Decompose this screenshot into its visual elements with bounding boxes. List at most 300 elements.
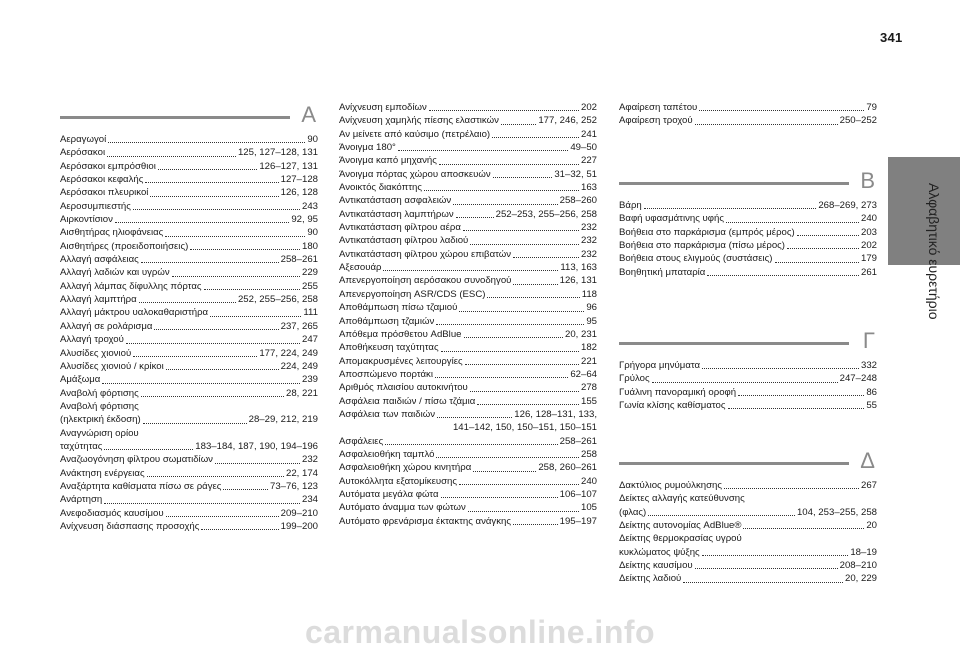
entry-pages: 18–19 <box>850 546 877 558</box>
dot-leader <box>775 262 859 263</box>
dot-leader <box>172 276 300 277</box>
index-entry <box>60 373 318 386</box>
entry-pages: 252, 255–256, 258 <box>237 294 318 306</box>
entry-term: Αλλαγή λάμπας δίφυλλης πόρτας <box>60 280 202 292</box>
entry-pages: 232 <box>580 222 597 234</box>
dot-leader <box>453 204 557 205</box>
index-entry <box>60 160 318 173</box>
entry-pages: 247–248 <box>839 373 877 385</box>
index-entry <box>619 559 877 572</box>
entry-pages: 86 <box>866 386 877 398</box>
entry-term: Δείκτης θερμοκρασίας υγρού <box>619 533 742 545</box>
entry-term: Απομακρυσμένες λειτουργίες <box>339 355 463 367</box>
dot-leader <box>166 369 279 370</box>
dot-leader <box>223 489 268 490</box>
index-entry <box>60 493 318 506</box>
entry-term: Ανίχνευση χαμηλής πίεσης ελαστικών <box>339 115 499 127</box>
index-entry <box>60 413 318 426</box>
index-entry <box>60 347 318 360</box>
index-entry <box>339 194 597 207</box>
entry-term: Αερόσακοι κεφαλής <box>60 174 144 186</box>
entry-term: Δείκτες αλλαγής κατεύθυνσης <box>619 493 745 505</box>
entry-term: Ανεφοδιασμός καυσίμου <box>60 507 164 519</box>
index-entry <box>60 146 318 159</box>
entry-pages: 104, 253–255, 258 <box>796 506 877 518</box>
dot-leader <box>743 528 864 529</box>
entry-pages: 182 <box>580 342 597 354</box>
index-entry <box>60 293 318 306</box>
dot-leader <box>492 137 579 138</box>
entry-term: Γωνία κλίσης καθίσματος <box>619 400 726 412</box>
dot-leader <box>126 343 300 344</box>
index-entry <box>60 266 318 279</box>
entry-term: Δακτύλιος ρυμούλκησης <box>619 480 722 491</box>
entry-term: Αναβολή φόρτισης <box>60 387 139 399</box>
index-entry <box>339 475 597 488</box>
index-entry <box>60 213 318 226</box>
index-entry <box>339 101 597 114</box>
index-entry <box>339 301 597 314</box>
entry-term: Αυτόματο άναμμα των φώτων <box>339 502 466 514</box>
dot-leader <box>139 302 236 303</box>
dot-leader <box>166 516 279 517</box>
index-entry <box>619 266 877 279</box>
dot-leader <box>702 368 859 369</box>
entry-pages: 126–127, 131 <box>259 160 318 172</box>
dot-leader <box>683 582 843 583</box>
entry-term: Βοήθεια στο παρκάρισμα (πίσω μέρος) <box>619 240 786 252</box>
dot-leader <box>424 190 579 191</box>
index-entry <box>619 372 877 385</box>
index-entry <box>619 386 877 399</box>
entry-term: Αεροσυμπιεστής <box>60 200 131 212</box>
index-entry <box>619 114 877 127</box>
entry-pages: 106–107 <box>559 488 597 500</box>
entry-pages: 250–252 <box>839 115 877 127</box>
dot-leader <box>513 257 579 258</box>
dot-leader <box>501 124 536 125</box>
dot-leader <box>158 169 257 170</box>
entry-pages: 209–210 <box>280 507 318 519</box>
entry-term: Αποθάμπωση πίσω τζαμιού <box>339 302 458 314</box>
index-entry <box>339 488 597 501</box>
index-entry <box>60 400 318 413</box>
section-letter: Δ <box>860 448 875 473</box>
entry-term: Αυτοκόλλητα εξατομίκευσης <box>339 475 457 487</box>
section-rule <box>619 342 849 345</box>
entry-pages: 239 <box>301 374 318 386</box>
entry-pages: 202 <box>860 240 877 252</box>
entry-term: Αντικατάσταση φίλτρου λαδιού <box>339 235 469 247</box>
index-entry <box>60 333 318 346</box>
watermark: carmanualsonline.info <box>304 614 656 650</box>
entry-term: Αισθητήρες (προειδοποιήσεις) <box>60 240 189 252</box>
entry-term: Ανίχνευση εμποδίων <box>339 102 427 113</box>
dot-leader <box>108 142 305 143</box>
entry-term: Αντικατάσταση φίλτρου αέρα <box>339 222 461 234</box>
index-entry <box>619 199 877 212</box>
entry-term: Βαφή υφασμάτινης υφής <box>619 213 724 225</box>
index-entry <box>60 440 318 453</box>
entry-pages: 332 <box>860 360 877 371</box>
dot-leader <box>429 110 579 111</box>
entry-term: Άνοιγμα 180° <box>339 142 396 154</box>
entry-pages: 247 <box>301 334 318 346</box>
dot-leader <box>459 311 584 312</box>
dot-leader <box>456 217 494 218</box>
entry-term: Δείκτης λαδιού <box>619 573 682 585</box>
index-section <box>619 101 877 128</box>
entry-term: Αποσπώμενο πορτάκι <box>339 368 433 380</box>
entry-pages: 113, 163 <box>560 262 597 274</box>
index-entry <box>619 506 877 519</box>
index-entry <box>339 341 597 354</box>
entry-term: Αναξάρτητα καθίσματα πίσω σε ράγες <box>60 480 222 492</box>
entry-term: Ασφάλεια των παιδιών <box>339 408 436 420</box>
dot-leader <box>465 364 579 365</box>
index-entry <box>339 221 597 234</box>
index-section <box>619 447 877 586</box>
index-entry <box>60 320 318 333</box>
entry-pages: 183–184, 187, 190, 194–196 <box>195 440 318 452</box>
dot-leader <box>104 449 193 450</box>
entry-pages: 126, 128 <box>280 187 318 199</box>
index-entry <box>619 519 877 532</box>
entry-term: Αερόσακοι πλευρικοί <box>60 187 149 199</box>
dot-leader <box>724 488 859 489</box>
entry-term: (ηλεκτρική έκδοση) <box>60 414 141 426</box>
entry-pages: 20 <box>866 520 877 532</box>
entry-pages: 62–64 <box>570 368 597 380</box>
entry-pages: 202 <box>580 102 597 113</box>
entry-term: Αισθητήρας ηλιοφάνειας <box>60 227 164 239</box>
dot-leader <box>398 150 568 151</box>
entry-term: Βοήθεια στο παρκάρισμα (εμπρός μέρος) <box>619 226 795 238</box>
dot-leader <box>738 395 864 396</box>
index-entry <box>619 212 877 225</box>
dot-leader <box>190 249 300 250</box>
index-entry <box>339 395 597 408</box>
page-number: 341 <box>880 30 903 45</box>
index-entry <box>619 252 877 265</box>
index-entry <box>60 520 318 533</box>
entry-pages: 141–142, 150, 150–151, 150–151 <box>452 422 597 434</box>
index-entry <box>619 239 877 252</box>
index-entry <box>60 133 318 146</box>
entry-pages: 232 <box>301 454 318 466</box>
entry-term: Αερόσακοι εμπρόσθιοι <box>60 160 156 172</box>
entry-term: Ασφαλειοθήκη χώρου κινητήρα <box>339 462 472 474</box>
index-entry <box>619 532 877 545</box>
dot-leader <box>141 396 284 397</box>
entry-pages: 227 <box>580 155 597 167</box>
dot-leader <box>470 244 579 245</box>
entry-pages: 105 <box>580 502 597 514</box>
dot-leader <box>468 511 579 512</box>
entry-pages: 20, 231 <box>564 328 597 340</box>
entry-term: Ανοικτός διακόπτης <box>339 182 422 194</box>
index-entry <box>60 240 318 253</box>
index-entry <box>60 280 318 293</box>
entry-term: Αμάξωμα <box>60 374 101 386</box>
entry-pages: 126, 128–131, 133, <box>514 408 597 420</box>
entry-pages: 180 <box>301 240 318 252</box>
dot-leader <box>441 351 579 352</box>
dot-leader <box>436 324 584 325</box>
index-entry <box>339 234 597 247</box>
entry-term: Αεραγωγοί <box>60 134 107 145</box>
index-entry <box>339 421 597 434</box>
entry-pages: 241 <box>580 128 597 140</box>
dot-leader <box>133 356 257 357</box>
entry-term: κυκλώματος ψύξης <box>619 546 700 558</box>
entry-term: Αντικατάσταση ασφαλειών <box>339 195 452 207</box>
entry-pages: 126, 131 <box>559 275 597 287</box>
index-entry <box>339 261 597 274</box>
entry-term: Αερόσακοι <box>60 147 106 159</box>
index-entry <box>60 507 318 520</box>
dot-leader <box>150 196 278 197</box>
index-section <box>339 101 597 528</box>
index-section <box>60 101 318 533</box>
entry-term: Ανίχνευση διάσπασης προσοχής <box>60 520 200 532</box>
index-entry <box>60 387 318 400</box>
dot-leader <box>104 503 300 504</box>
entry-term: Αφαίρεση τροχού <box>619 115 693 127</box>
dot-leader <box>147 476 284 477</box>
index-entry <box>339 114 597 127</box>
entry-pages: 232 <box>580 248 597 260</box>
index-entry <box>60 226 318 239</box>
dot-leader <box>797 235 859 236</box>
entry-term: Ανάρτηση <box>60 494 103 506</box>
index-section <box>619 327 877 412</box>
dot-leader <box>436 457 579 458</box>
dot-leader <box>141 262 279 263</box>
index-entry <box>339 274 597 287</box>
dot-leader <box>493 177 553 178</box>
index-entry <box>339 128 597 141</box>
dot-leader <box>695 124 838 125</box>
index-entry <box>339 154 597 167</box>
dot-leader <box>459 484 579 485</box>
entry-term: Άνοιγμα πόρτας χώρου αποσκευών <box>339 168 491 180</box>
dot-leader <box>439 164 579 165</box>
entry-term: Αλλαγή σε ρολάρισμα <box>60 320 153 332</box>
index-entry <box>339 141 597 154</box>
section-header <box>619 167 877 195</box>
index-entry <box>619 226 877 239</box>
entry-term: Γυάλινη πανοραμική οροφή <box>619 386 737 398</box>
section-rule <box>60 116 290 119</box>
entry-term: Απενεργοποίηση ASR/CDS (ESC) <box>339 288 486 300</box>
entry-pages: 31–32, 51 <box>554 168 597 180</box>
index-entry <box>339 181 597 194</box>
entry-pages: 268–269, 273 <box>818 200 877 211</box>
index-entry <box>60 467 318 480</box>
dot-leader <box>145 182 278 183</box>
dot-leader <box>477 404 579 405</box>
entry-term: Αναγνώριση ορίου <box>60 427 139 439</box>
entry-term: Αξεσουάρ <box>339 262 382 274</box>
index-entry <box>619 101 877 114</box>
entry-term: Απενεργοποίηση αερόσακου συνοδηγού <box>339 275 512 287</box>
index-entry <box>619 492 877 505</box>
index-entry <box>339 288 597 301</box>
entry-pages: 55 <box>866 400 877 412</box>
dot-leader <box>441 497 558 498</box>
entry-pages: 258 <box>580 448 597 460</box>
entry-pages: 155 <box>580 395 597 407</box>
section-header <box>619 327 877 355</box>
entry-pages: 278 <box>580 382 597 394</box>
entry-term: Αναζωογόνηση φίλτρου σωματιδίων <box>60 454 213 466</box>
entry-term: Βοήθεια στους ελιγμούς (συστάσεις) <box>619 253 773 265</box>
index-entry <box>339 208 597 221</box>
index-entry <box>339 168 597 181</box>
index-entry <box>60 453 318 466</box>
entry-term: Αριθμός πλαισίου αυτοκινήτου <box>339 382 468 394</box>
index-entry <box>339 408 597 421</box>
section-letter: B <box>860 168 875 193</box>
dot-leader <box>385 444 557 445</box>
entry-term: Δείκτης καυσίμου <box>619 560 693 572</box>
index-entry <box>619 359 877 372</box>
dot-leader <box>102 383 300 384</box>
entry-pages: 90 <box>307 227 318 239</box>
entry-term: Αντικατάσταση λαμπτήρων <box>339 208 454 220</box>
side-tab-label: Αλφαβητικό ευρετήριο <box>926 183 942 320</box>
entry-pages: 240 <box>860 213 877 225</box>
entry-pages: 28, 221 <box>285 387 318 399</box>
entry-pages: 255 <box>301 280 318 292</box>
entry-pages: 22, 174 <box>285 467 318 479</box>
entry-pages: 96 <box>586 302 597 314</box>
entry-pages: 258–260 <box>559 195 597 207</box>
dot-leader <box>728 408 865 409</box>
entry-term: Αιρκοντίσιον <box>60 214 113 226</box>
entry-term: Ασφάλειες <box>339 435 384 447</box>
index-entry <box>60 480 318 493</box>
index-entry <box>339 315 597 328</box>
entry-term: Αλλαγή ασφάλειας <box>60 254 139 266</box>
entry-pages: 92, 95 <box>291 214 318 226</box>
section-letter: Γ <box>862 328 875 353</box>
dot-leader <box>513 524 558 525</box>
index-entry <box>60 186 318 199</box>
entry-term: Ασφάλεια παιδιών / πίσω τζάμια <box>339 395 476 407</box>
entry-term: Βοηθητική μπαταρία <box>619 266 706 278</box>
index-entry <box>60 427 318 440</box>
entry-term: Γρήγορα μηνύματα <box>619 360 701 371</box>
entry-term: Αν μείνετε από καύσιμο (πετρέλαιο) <box>339 128 491 140</box>
index-entry <box>619 546 877 559</box>
index-entry <box>60 360 318 373</box>
dot-leader <box>487 297 579 298</box>
dot-leader <box>201 529 278 530</box>
entry-pages: 261 <box>860 266 877 278</box>
entry-pages: 177, 246, 252 <box>538 115 597 127</box>
entry-term: Αποθήκευση ταχύτητας <box>339 342 439 354</box>
dot-leader <box>513 284 557 285</box>
entry-pages: 49–50 <box>570 142 597 154</box>
index-entry <box>619 572 877 585</box>
entry-term: Βάρη <box>619 200 642 211</box>
entry-term: Αποθάμπωση τζαμιών <box>339 315 435 327</box>
dot-leader <box>464 337 563 338</box>
dot-leader <box>133 209 300 210</box>
dot-leader <box>215 463 300 464</box>
entry-pages: 73–76, 123 <box>269 480 318 492</box>
entry-term: Αντικατάσταση φίλτρου χώρου επιβατών <box>339 248 512 260</box>
entry-term: Αυτόματα μεγάλα φώτα <box>339 488 439 500</box>
entry-term: Αφαίρεση ταπέτου <box>619 102 698 113</box>
entry-pages: 163 <box>580 182 597 194</box>
dot-leader <box>702 555 849 556</box>
dot-leader <box>699 110 864 111</box>
index-entry <box>339 328 597 341</box>
section-rule <box>619 182 849 185</box>
section-letter: A <box>301 102 316 127</box>
entry-pages: 199–200 <box>280 520 318 532</box>
dot-leader <box>707 275 859 276</box>
entry-term: ταχύτητας <box>60 440 103 452</box>
index-entry <box>619 479 877 492</box>
entry-pages: 179 <box>860 253 877 265</box>
entry-pages: 258–261 <box>280 254 318 266</box>
entry-term: Αναβολή φόρτισης <box>60 400 139 412</box>
entry-pages: 234 <box>301 494 318 506</box>
entry-pages: 118 <box>581 288 597 300</box>
entry-pages: 95 <box>586 315 597 327</box>
entry-pages: 232 <box>580 235 597 247</box>
entry-pages: 127–128 <box>280 174 318 186</box>
index-entry <box>339 355 597 368</box>
entry-pages: 203 <box>860 226 877 238</box>
entry-term: Αυτόματο φρενάρισμα έκτακτης ανάγκης <box>339 515 511 527</box>
index-entry <box>339 248 597 261</box>
entry-term: Αλυσίδες χιονιού / κρίκοι <box>60 360 164 372</box>
index-entry <box>339 515 597 528</box>
entry-pages: 240 <box>580 475 597 487</box>
section-rule <box>619 462 849 465</box>
dot-leader <box>435 377 568 378</box>
entry-term: Γρύλος <box>619 373 650 385</box>
entry-pages: 20, 229 <box>844 573 877 585</box>
dot-leader <box>115 222 289 223</box>
index-entry <box>339 435 597 448</box>
entry-pages: 224, 249 <box>280 360 318 372</box>
entry-pages: 111 <box>303 307 318 319</box>
entry-pages: 79 <box>866 102 877 113</box>
index-entry <box>60 306 318 319</box>
entry-term: Αλλαγή λαμπτήρα <box>60 294 137 306</box>
entry-pages: 243 <box>301 200 318 212</box>
dot-leader <box>107 156 236 157</box>
dot-leader <box>644 208 817 209</box>
dot-leader <box>652 382 838 383</box>
entry-pages: 195–197 <box>559 515 597 527</box>
entry-pages: 258–261 <box>559 435 597 447</box>
index-entry <box>339 501 597 514</box>
dot-leader <box>726 222 859 223</box>
dot-leader <box>473 471 536 472</box>
dot-leader <box>143 423 247 424</box>
index-section <box>619 167 877 279</box>
dot-leader <box>463 230 579 231</box>
entry-pages: 252–253, 255–256, 258 <box>495 208 597 220</box>
section-header <box>60 101 318 129</box>
